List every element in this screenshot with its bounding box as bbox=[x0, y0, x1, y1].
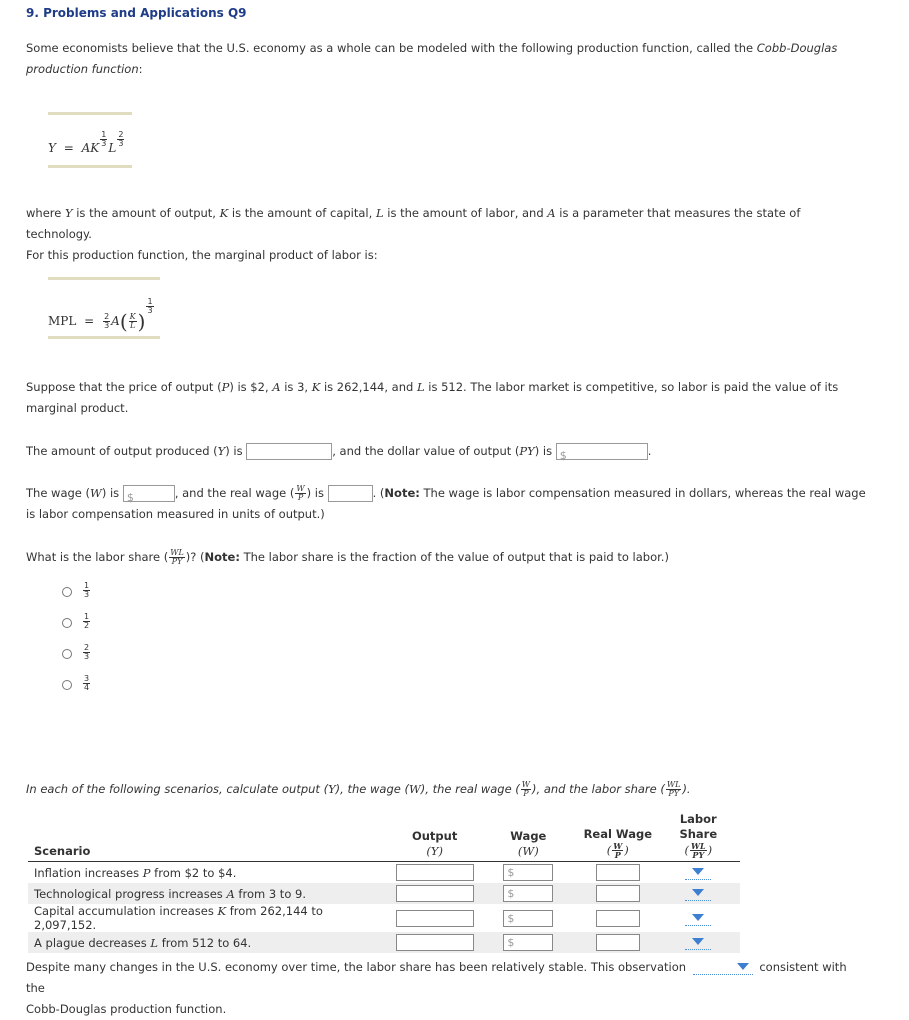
eq2-exp: $\frac{1}{3}$ bbox=[147, 297, 153, 315]
real-wage-cell-input[interactable] bbox=[596, 910, 640, 927]
intro-production-function: production function bbox=[26, 62, 139, 76]
option-label: $\frac{1}{3}$ bbox=[84, 581, 90, 599]
eq2-k-over-l: $\frac{K}{L}$ bbox=[129, 312, 136, 330]
output-cell-input[interactable] bbox=[396, 864, 474, 881]
scenarios-table bbox=[28, 812, 740, 953]
wage-cell-input[interactable] bbox=[503, 910, 553, 927]
wage-input[interactable] bbox=[123, 485, 175, 502]
wage-cell-input[interactable] bbox=[503, 885, 553, 902]
scenario-description: Technological progress increases A from 3 to 9. bbox=[28, 883, 392, 904]
header-labor-share: Labor Share ( $\frac{WL}{PY}$ ) bbox=[657, 812, 740, 862]
option-label: $\frac{2}{3}$ bbox=[84, 643, 90, 661]
output-cell-input[interactable] bbox=[396, 885, 474, 902]
labor-share-question: What is the labor share ( $\frac{WL}{PY}$ )? (Note: The labor share is the fraction of the value of output that is paid to labor.) bbox=[26, 548, 669, 566]
chevron-down-icon bbox=[737, 963, 749, 970]
production-function-equation bbox=[48, 112, 132, 168]
output-cell-input[interactable] bbox=[396, 934, 474, 951]
eq2-a: A bbox=[111, 314, 120, 328]
real-wage-cell-input[interactable] bbox=[596, 934, 640, 951]
scenarios-intro: In each of the following scenarios, calculate output (Y), the wage (W), the real wage ( $\frac{W}{P}$ ), and the labor share ( $\frac{WL}{PY}$ ). bbox=[26, 780, 691, 798]
chevron-down-icon bbox=[692, 868, 704, 875]
eq1-exp2: $\frac{2}{3}$ bbox=[118, 130, 124, 148]
intro-colon: : bbox=[138, 62, 143, 76]
intro-cobb-douglas: Cobb-Douglas bbox=[756, 41, 838, 55]
eq1-l: L bbox=[108, 141, 117, 155]
header-wage: Wage (W) bbox=[478, 812, 579, 862]
wage-cell-input[interactable] bbox=[503, 934, 553, 951]
table-row bbox=[28, 904, 740, 932]
intro-text: Some economists believe that the U.S. economy as a whole can be modeled with the following production function, called the bbox=[26, 41, 757, 55]
radio-button[interactable] bbox=[62, 649, 72, 659]
despite-paragraph: Despite many changes in the U.S. economy over time, the labor share has been relatively stable. This observation consistent with the Cobb-Douglas production function. bbox=[26, 960, 847, 1016]
wage-cell-input[interactable] bbox=[503, 864, 553, 881]
header-real-wage: Real Wage ( $\frac{W}{P}$ ) bbox=[579, 812, 657, 862]
labor-share-dropdown[interactable] bbox=[685, 911, 711, 926]
option-label: $\frac{3}{4}$ bbox=[84, 674, 90, 692]
eq1-exp1: $\frac{1}{3}$ bbox=[101, 130, 107, 148]
real-wage-cell-input[interactable] bbox=[596, 864, 640, 881]
labor-share-fraction: $\frac{WL}{PY}$ bbox=[170, 548, 184, 566]
header-output: Output (Y) bbox=[392, 812, 478, 862]
labor-share-dropdown[interactable] bbox=[685, 865, 711, 880]
scenario-description: Capital accumulation increases K from 262,144 to 2,097,152. bbox=[34, 904, 323, 932]
table-row bbox=[28, 862, 740, 884]
radio-button[interactable] bbox=[62, 587, 72, 597]
header-scenario: Scenario bbox=[28, 812, 392, 862]
output-cell-input[interactable] bbox=[396, 910, 474, 927]
chevron-down-icon bbox=[692, 889, 704, 896]
real-wage-cell-input[interactable] bbox=[596, 885, 640, 902]
eq1-ak: AK bbox=[81, 141, 100, 155]
eq2-coef: $\frac{2}{3}$ bbox=[104, 312, 110, 330]
table-row bbox=[28, 932, 740, 953]
table-row bbox=[28, 883, 740, 904]
eq2-mpl: MPL bbox=[48, 314, 77, 328]
chevron-down-icon bbox=[692, 914, 704, 921]
real-wage-input[interactable] bbox=[328, 485, 373, 502]
eq2-equals: = bbox=[84, 314, 95, 328]
scenario-description: A plague decreases L from 512 to 64. bbox=[28, 932, 392, 953]
output-input[interactable] bbox=[246, 443, 332, 460]
scenario-description: Inflation increases P from $2 to $4. bbox=[34, 865, 237, 880]
radio-button[interactable] bbox=[62, 618, 72, 628]
radio-button[interactable] bbox=[62, 680, 72, 690]
consistency-dropdown[interactable] bbox=[693, 960, 753, 975]
option-label: $\frac{1}{2}$ bbox=[84, 612, 90, 630]
page-title: 9. Problems and Applications Q9 bbox=[26, 6, 247, 20]
chevron-down-icon bbox=[692, 938, 704, 945]
where-paragraph: where Y is the amount of output, K is the amount of capital, L is the amount of labor, and A is a parameter that measures the state of technology. For this production function, the marginal product of labor is: bbox=[26, 206, 801, 262]
suppose-paragraph: Suppose that the price of output (P) is $2, A is 3, K is 262,144, and L is 512. The labor market is competitive, so labor is paid the value of its marginal product. bbox=[26, 380, 839, 415]
intro-paragraph bbox=[26, 38, 866, 80]
output-question: The amount of output produced (Y) is , and the dollar value of output (PY) is $ . bbox=[26, 441, 866, 462]
eq1-equals: = bbox=[63, 141, 74, 155]
real-wage-fraction: $\frac{W}{P}$ bbox=[296, 484, 305, 502]
labor-share-dropdown[interactable] bbox=[685, 935, 711, 950]
wage-question: The wage (W) is $ , and the real wage ( $\frac{W}{P}$ ) is . (Note: The wage is labor compensation measured in dollars, whereas the real wage is labor compensation measured in units of output.) bbox=[26, 483, 866, 525]
eq1-y: Y bbox=[48, 141, 56, 155]
dollar-output-input[interactable] bbox=[556, 443, 648, 460]
labor-share-dropdown[interactable] bbox=[685, 886, 711, 901]
mpl-equation: MPL = $\frac{2}{3}$ A( $\frac{K}{L}$ ) $\frac{1}{3}$ bbox=[48, 277, 160, 339]
